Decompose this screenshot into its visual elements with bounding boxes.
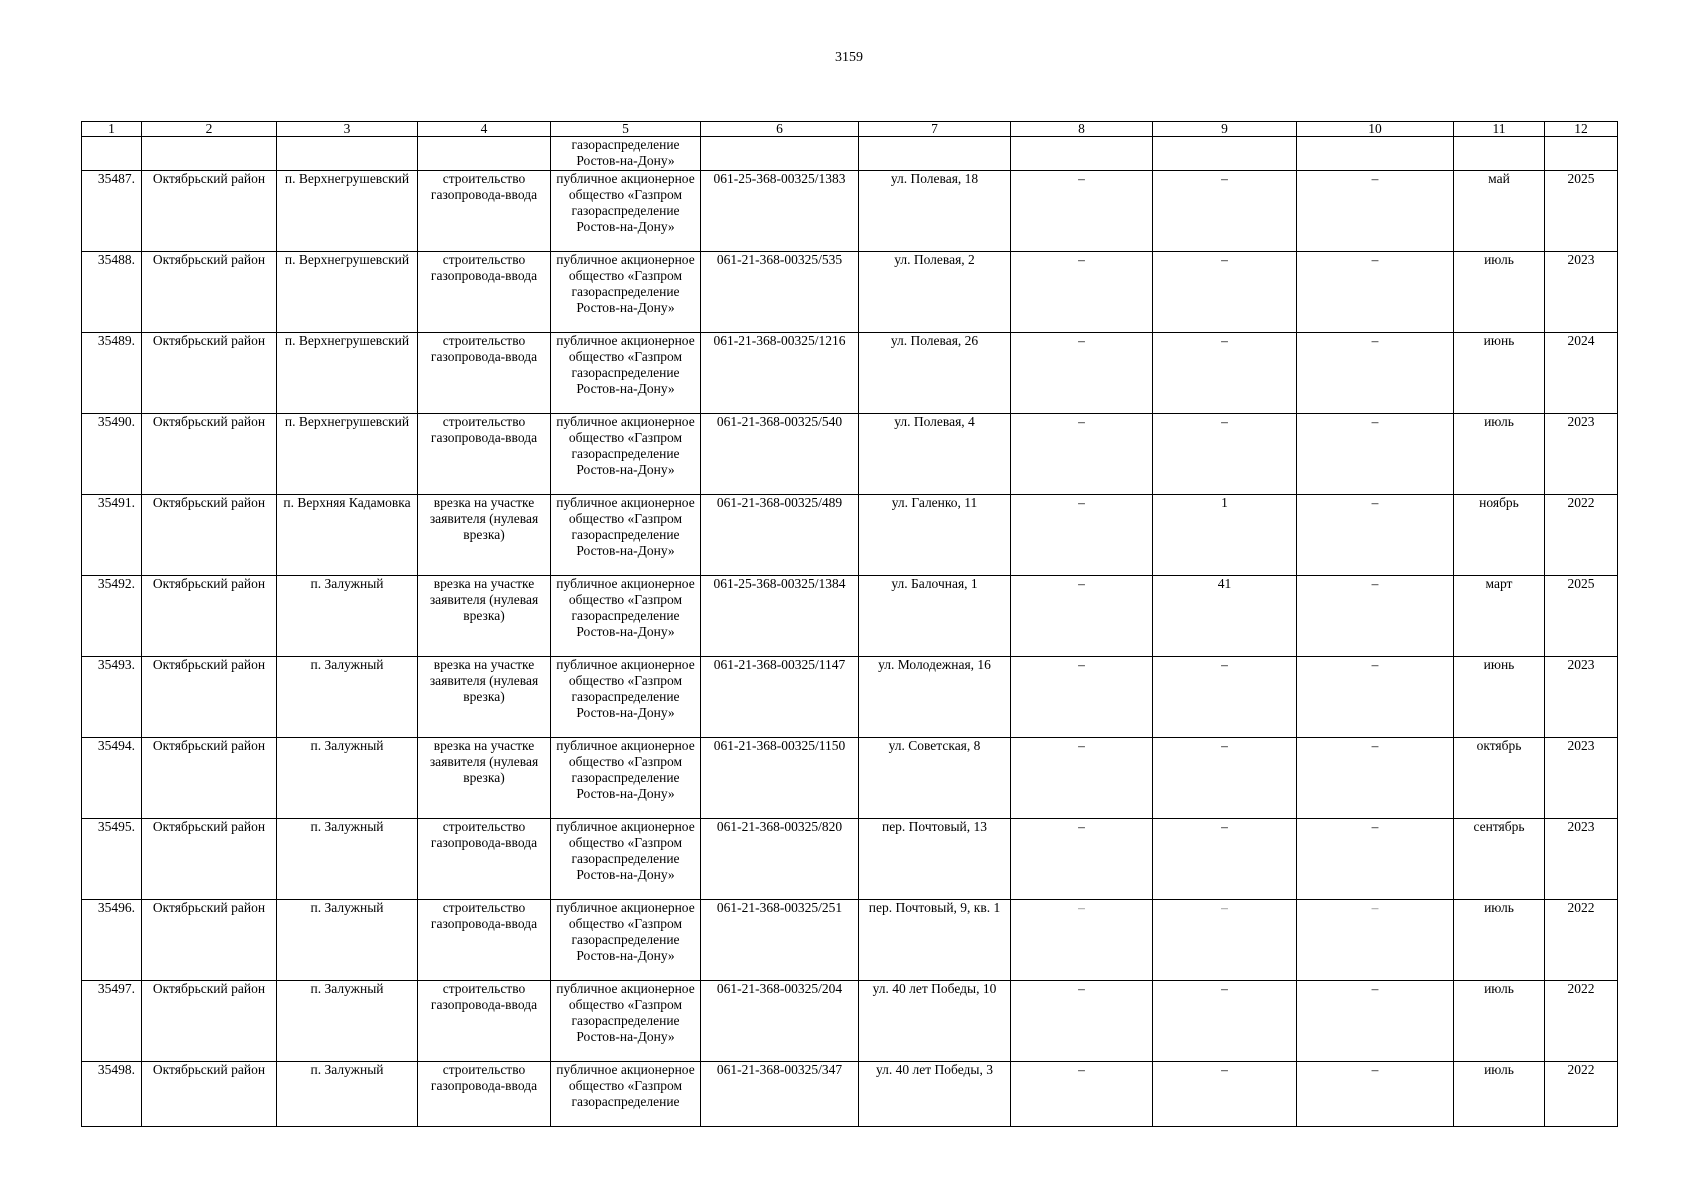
column-header-4: 4 [418, 122, 551, 137]
cell-num: 35495. [82, 818, 142, 899]
cell-num: 35490. [82, 413, 142, 494]
cell-month: июнь [1454, 656, 1545, 737]
cell-month: май [1454, 170, 1545, 251]
continuation-row [82, 137, 1618, 171]
cell-year: 2025 [1545, 170, 1618, 251]
cell-locality: п. Верхняя Кадамовка [277, 494, 418, 575]
cell-locality: п. Верхнегрушевский [277, 413, 418, 494]
cell-district: Октябрьский район [142, 818, 277, 899]
cell-district: Октябрьский район [142, 575, 277, 656]
cell-locality: п. Верхнегрушевский [277, 251, 418, 332]
cell-month: октябрь [1454, 737, 1545, 818]
cell-c10: – [1297, 818, 1454, 899]
cell-num: 35487. [82, 170, 142, 251]
cell-address: ул. Галенко, 11 [859, 494, 1011, 575]
column-header-9: 9 [1153, 122, 1297, 137]
cell-district: Октябрьский район [142, 980, 277, 1061]
cell-c8: – [1011, 575, 1153, 656]
cell-c9: – [1153, 1061, 1297, 1126]
cell-org: публичное акционерное общество «Газпром газораспределение Ростов-на-Дону» [551, 413, 701, 494]
cell-address: ул. Советская, 8 [859, 737, 1011, 818]
table-body [82, 137, 1618, 1127]
cell-c9: 41 [1153, 575, 1297, 656]
cell-org: публичное акционерное общество «Газпром газораспределение Ростов-на-Дону» [551, 737, 701, 818]
cell-year: 2022 [1545, 980, 1618, 1061]
cell-work: строительство газопровода-ввода [418, 332, 551, 413]
cell-month: ноябрь [1454, 494, 1545, 575]
cell-district [142, 137, 277, 171]
cell-code: 061-21-368-00325/1147 [701, 656, 859, 737]
cell-c8: – [1011, 251, 1153, 332]
column-header-3: 3 [277, 122, 418, 137]
cell-code: 061-21-368-00325/540 [701, 413, 859, 494]
column-header-6: 6 [701, 122, 859, 137]
cell-month [1454, 137, 1545, 171]
cell-address: ул. 40 лет Победы, 10 [859, 980, 1011, 1061]
cell-address: ул. 40 лет Победы, 3 [859, 1061, 1011, 1126]
cell-address: пер. Почтовый, 13 [859, 818, 1011, 899]
cell-locality: п. Залужный [277, 1061, 418, 1126]
cell-locality: п. Залужный [277, 575, 418, 656]
cell-num: 35497. [82, 980, 142, 1061]
cell-locality: п. Залужный [277, 980, 418, 1061]
cell-district: Октябрьский район [142, 332, 277, 413]
cell-c10: – [1297, 170, 1454, 251]
cell-org: публичное акционерное общество «Газпром газораспределение Ростов-на-Дону» [551, 818, 701, 899]
cell-month: март [1454, 575, 1545, 656]
cell-year: 2022 [1545, 899, 1618, 980]
cell-c10: – [1297, 656, 1454, 737]
cell-address: ул. Полевая, 4 [859, 413, 1011, 494]
table-row [82, 575, 1618, 656]
cell-c8: – [1011, 656, 1153, 737]
cell-num: 35494. [82, 737, 142, 818]
cell-org: газораспределение Ростов-на-Дону» [551, 137, 701, 171]
cell-year: 2022 [1545, 1061, 1618, 1126]
cell-c10: – [1297, 332, 1454, 413]
table-header [82, 122, 1618, 137]
cell-c10: – [1297, 980, 1454, 1061]
cell-address: ул. Балочная, 1 [859, 575, 1011, 656]
column-header-1: 1 [82, 122, 142, 137]
cell-year: 2023 [1545, 656, 1618, 737]
cell-c9: – [1153, 737, 1297, 818]
cell-c10: – [1297, 737, 1454, 818]
cell-district: Октябрьский район [142, 413, 277, 494]
cell-code: 061-25-368-00325/1383 [701, 170, 859, 251]
cell-c8: – [1011, 170, 1153, 251]
cell-c8: – [1011, 332, 1153, 413]
cell-year: 2025 [1545, 575, 1618, 656]
cell-c9: – [1153, 980, 1297, 1061]
cell-work: строительство газопровода-ввода [418, 413, 551, 494]
cell-district: Октябрьский район [142, 899, 277, 980]
cell-work: строительство газопровода-ввода [418, 980, 551, 1061]
cell-locality: п. Верхнегрушевский [277, 170, 418, 251]
column-header-12: 12 [1545, 122, 1618, 137]
cell-work: врезка на участке заявителя (нулевая врезка) [418, 494, 551, 575]
cell-c8: – [1011, 980, 1153, 1061]
cell-num: 35498. [82, 1061, 142, 1126]
table-row [82, 818, 1618, 899]
cell-work: строительство газопровода-ввода [418, 251, 551, 332]
cell-num: 35491. [82, 494, 142, 575]
cell-locality: п. Залужный [277, 899, 418, 980]
cell-district: Октябрьский район [142, 170, 277, 251]
cell-c8: – [1011, 818, 1153, 899]
cell-c9: 1 [1153, 494, 1297, 575]
cell-address: ул. Полевая, 2 [859, 251, 1011, 332]
cell-work: строительство газопровода-ввода [418, 818, 551, 899]
cell-month: июль [1454, 251, 1545, 332]
cell-year: 2023 [1545, 737, 1618, 818]
cell-c8: – [1011, 413, 1153, 494]
table-row [82, 413, 1618, 494]
cell-address: ул. Молодежная, 16 [859, 656, 1011, 737]
cell-work: строительство газопровода-ввода [418, 1061, 551, 1126]
cell-locality [277, 137, 418, 171]
cell-month: июль [1454, 1061, 1545, 1126]
cell-work: врезка на участке заявителя (нулевая врезка) [418, 656, 551, 737]
cell-num: 35493. [82, 656, 142, 737]
page-number: 3159 [835, 50, 863, 65]
cell-address: ул. Полевая, 26 [859, 332, 1011, 413]
cell-address: пер. Почтовый, 9, кв. 1 [859, 899, 1011, 980]
column-header-5: 5 [551, 122, 701, 137]
cell-c8 [1011, 137, 1153, 171]
cell-locality: п. Залужный [277, 656, 418, 737]
registry-table [81, 121, 1618, 1127]
cell-address: ул. Полевая, 18 [859, 170, 1011, 251]
cell-work: врезка на участке заявителя (нулевая врезка) [418, 737, 551, 818]
table-row [82, 737, 1618, 818]
cell-month: сентябрь [1454, 818, 1545, 899]
cell-c8: – [1011, 494, 1153, 575]
column-header-7: 7 [859, 122, 1011, 137]
cell-code: 061-25-368-00325/1384 [701, 575, 859, 656]
cell-c10 [1297, 137, 1454, 171]
cell-code: 061-21-368-00325/1216 [701, 332, 859, 413]
header-row [82, 122, 1618, 137]
cell-year: 2023 [1545, 251, 1618, 332]
cell-district: Октябрьский район [142, 1061, 277, 1126]
cell-district: Октябрьский район [142, 251, 277, 332]
cell-address [859, 137, 1011, 171]
cell-district: Октябрьский район [142, 737, 277, 818]
table-row [82, 980, 1618, 1061]
cell-work: строительство газопровода-ввода [418, 170, 551, 251]
cell-org: публичное акционерное общество «Газпром газораспределение Ростов-на-Дону» [551, 575, 701, 656]
cell-code: 061-21-368-00325/204 [701, 980, 859, 1061]
cell-work: врезка на участке заявителя (нулевая врезка) [418, 575, 551, 656]
cell-c10: – [1297, 1061, 1454, 1126]
table-row [82, 170, 1618, 251]
cell-month: июль [1454, 899, 1545, 980]
cell-c10: – [1297, 251, 1454, 332]
cell-c10: – [1297, 899, 1454, 980]
cell-num: 35492. [82, 575, 142, 656]
cell-c10: – [1297, 413, 1454, 494]
cell-code: 061-21-368-00325/347 [701, 1061, 859, 1126]
table-row [82, 1061, 1618, 1126]
cell-org: публичное акционерное общество «Газпром газораспределение Ростов-на-Дону» [551, 494, 701, 575]
cell-year: 2022 [1545, 494, 1618, 575]
column-header-2: 2 [142, 122, 277, 137]
cell-locality: п. Залужный [277, 818, 418, 899]
cell-c9: – [1153, 170, 1297, 251]
table-row [82, 251, 1618, 332]
cell-org: публичное акционерное общество «Газпром газораспределение Ростов-на-Дону» [551, 251, 701, 332]
cell-c10: – [1297, 494, 1454, 575]
cell-c9: – [1153, 251, 1297, 332]
cell-c8: – [1011, 1061, 1153, 1126]
cell-month: июль [1454, 413, 1545, 494]
cell-num: 35496. [82, 899, 142, 980]
cell-org: публичное акционерное общество «Газпром газораспределение Ростов-на-Дону» [551, 170, 701, 251]
cell-num: 35488. [82, 251, 142, 332]
cell-district: Октябрьский район [142, 656, 277, 737]
cell-year: 2024 [1545, 332, 1618, 413]
cell-num [82, 137, 142, 171]
table-row [82, 332, 1618, 413]
cell-year: 2023 [1545, 818, 1618, 899]
cell-c8: – [1011, 899, 1153, 980]
cell-c10: – [1297, 575, 1454, 656]
cell-year [1545, 137, 1618, 171]
cell-month: июль [1454, 980, 1545, 1061]
cell-district: Октябрьский район [142, 494, 277, 575]
table-row [82, 494, 1618, 575]
cell-org: публичное акционерное общество «Газпром газораспределение Ростов-на-Дону» [551, 899, 701, 980]
cell-org: публичное акционерное общество «Газпром газораспределение Ростов-на-Дону» [551, 656, 701, 737]
column-header-11: 11 [1454, 122, 1545, 137]
cell-locality: п. Залужный [277, 737, 418, 818]
cell-locality: п. Верхнегрушевский [277, 332, 418, 413]
cell-org: публичное акционерное общество «Газпром газораспределение [551, 1061, 701, 1126]
column-header-8: 8 [1011, 122, 1153, 137]
cell-c8: – [1011, 737, 1153, 818]
cell-code: 061-21-368-00325/251 [701, 899, 859, 980]
cell-code: 061-21-368-00325/820 [701, 818, 859, 899]
cell-year: 2023 [1545, 413, 1618, 494]
table-row [82, 656, 1618, 737]
cell-work: строительство газопровода-ввода [418, 899, 551, 980]
cell-c9: – [1153, 899, 1297, 980]
cell-code [701, 137, 859, 171]
cell-code: 061-21-368-00325/489 [701, 494, 859, 575]
cell-num: 35489. [82, 332, 142, 413]
cell-c9: – [1153, 656, 1297, 737]
cell-code: 061-21-368-00325/1150 [701, 737, 859, 818]
cell-org: публичное акционерное общество «Газпром газораспределение Ростов-на-Дону» [551, 980, 701, 1061]
cell-c9: – [1153, 413, 1297, 494]
table-row [82, 899, 1618, 980]
cell-c9: – [1153, 818, 1297, 899]
cell-c9 [1153, 137, 1297, 171]
cell-month: июнь [1454, 332, 1545, 413]
cell-c9: – [1153, 332, 1297, 413]
cell-work [418, 137, 551, 171]
cell-code: 061-21-368-00325/535 [701, 251, 859, 332]
cell-org: публичное акционерное общество «Газпром газораспределение Ростов-на-Дону» [551, 332, 701, 413]
column-header-10: 10 [1297, 122, 1454, 137]
